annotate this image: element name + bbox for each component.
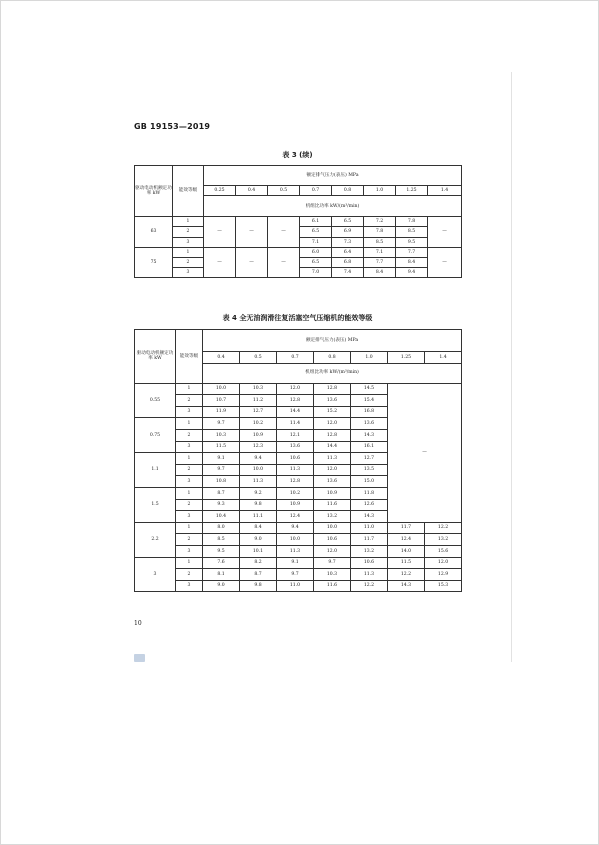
- value-cell: 10.0: [203, 383, 240, 395]
- value-cell: 12.2: [388, 569, 425, 581]
- pressure-value: 0.4: [236, 186, 268, 196]
- value-cell: 7.8: [396, 217, 428, 227]
- value-cell: 6.5: [300, 227, 332, 237]
- motor-power-cell: 75: [135, 247, 173, 278]
- grade-cell: 3: [176, 511, 203, 523]
- value-cell: 11.5: [203, 441, 240, 453]
- value-cell: 7.2: [364, 217, 396, 227]
- grade-cell: 2: [176, 464, 203, 476]
- value-cell: 6.4: [332, 247, 364, 257]
- value-cell: 7.3: [332, 237, 364, 247]
- value-cell: 9.5: [396, 237, 428, 247]
- pressure-value: 1.4: [425, 352, 462, 364]
- value-cell: 11.3: [240, 476, 277, 488]
- value-cell: 7.7: [364, 257, 396, 267]
- table-row: [135, 383, 462, 395]
- document-code: GB 19153—2019: [134, 122, 211, 131]
- value-cell: 10.6: [351, 557, 388, 569]
- value-cell: 12.9: [425, 569, 462, 581]
- value-cell: 10.4: [203, 511, 240, 523]
- dash-cell: —: [204, 217, 236, 248]
- value-cell: 11.3: [277, 545, 314, 557]
- value-cell: 12.1: [277, 429, 314, 441]
- value-cell: 13.6: [314, 395, 351, 407]
- grade-cell: 2: [176, 429, 203, 441]
- dash-cell: —: [236, 247, 268, 278]
- pressure-value: 1.25: [388, 352, 425, 364]
- pressure-value: 0.4: [203, 352, 240, 364]
- value-cell: 13.6: [277, 441, 314, 453]
- value-cell: 12.8: [314, 383, 351, 395]
- motor-power-cell: 1.5: [135, 487, 176, 522]
- value-cell: 11.0: [277, 580, 314, 592]
- header-pressure: 额定排气压力(表压) MPa: [204, 166, 462, 186]
- table-row: [135, 545, 462, 557]
- pressure-value: 1.4: [428, 186, 462, 196]
- value-cell: 10.2: [240, 418, 277, 430]
- value-cell: 11.6: [314, 499, 351, 511]
- value-cell: 12.4: [388, 534, 425, 546]
- value-cell: 11.8: [351, 487, 388, 499]
- table-row: [135, 534, 462, 546]
- motor-power-cell: 2.2: [135, 522, 176, 557]
- value-cell: 10.6: [277, 453, 314, 465]
- value-cell: 13.2: [314, 511, 351, 523]
- value-cell: 9.4: [277, 522, 314, 534]
- value-cell: 9.5: [203, 545, 240, 557]
- value-cell: 12.0: [314, 418, 351, 430]
- value-cell: 12.4: [277, 511, 314, 523]
- value-cell: 14.4: [277, 406, 314, 418]
- value-cell: 8.5: [364, 237, 396, 247]
- value-cell: 14.4: [314, 441, 351, 453]
- value-cell: 10.9: [314, 487, 351, 499]
- value-cell: 9.8: [240, 580, 277, 592]
- motor-power-cell: 1.1: [135, 453, 176, 488]
- value-cell: 7.7: [396, 247, 428, 257]
- value-cell: 15.4: [351, 395, 388, 407]
- value-cell: 14.3: [351, 429, 388, 441]
- motor-power-cell: 0.55: [135, 383, 176, 418]
- value-cell: 8.4: [240, 522, 277, 534]
- motor-power-cell: 3: [135, 557, 176, 592]
- value-cell: 14.5: [351, 383, 388, 395]
- value-cell: 12.2: [425, 522, 462, 534]
- value-cell: 12.8: [277, 395, 314, 407]
- grade-cell: 3: [176, 580, 203, 592]
- value-cell: 12.0: [314, 545, 351, 557]
- value-cell: 14.3: [388, 580, 425, 592]
- table4-caption: 表 4 全无油润滑往复活塞空气压缩机的能效等级: [222, 314, 373, 322]
- value-cell: 11.4: [277, 418, 314, 430]
- pressure-value: 1.25: [396, 186, 428, 196]
- header-efficiency-grade: 能效等级: [173, 166, 204, 217]
- value-cell: 16.1: [351, 441, 388, 453]
- grade-cell: 2: [173, 227, 204, 237]
- table-row: [135, 522, 462, 534]
- header-specific-power: 机组比功率 kW/(m³/min): [204, 196, 462, 217]
- value-cell: 7.0: [300, 268, 332, 278]
- value-cell: 12.8: [277, 476, 314, 488]
- dash-cell: —: [428, 217, 462, 248]
- value-cell: 12.6: [351, 499, 388, 511]
- pressure-value: 0.5: [268, 186, 300, 196]
- dash-cell: —: [428, 247, 462, 278]
- value-cell: 8.2: [240, 557, 277, 569]
- value-cell: 8.4: [396, 257, 428, 267]
- value-cell: 11.9: [203, 406, 240, 418]
- value-cell: 15.3: [425, 580, 462, 592]
- dash-cell: —: [268, 217, 300, 248]
- value-cell: 13.5: [351, 464, 388, 476]
- grade-cell: 1: [176, 418, 203, 430]
- value-cell: 10.7: [203, 395, 240, 407]
- table3: [134, 165, 462, 278]
- value-cell: 6.5: [300, 257, 332, 267]
- table-row: [135, 569, 462, 581]
- value-cell: 12.3: [240, 441, 277, 453]
- value-cell: 12.8: [314, 429, 351, 441]
- value-cell: 15.2: [314, 406, 351, 418]
- value-cell: 10.3: [240, 383, 277, 395]
- value-cell: 11.3: [277, 464, 314, 476]
- value-cell: 6.0: [300, 247, 332, 257]
- grade-cell: 1: [176, 557, 203, 569]
- grade-cell: 1: [176, 453, 203, 465]
- value-cell: 9.1: [203, 453, 240, 465]
- value-cell: 11.5: [388, 557, 425, 569]
- value-cell: 10.1: [240, 545, 277, 557]
- value-cell: 13.2: [351, 545, 388, 557]
- pressure-value: 1.0: [351, 352, 388, 364]
- value-cell: 7.8: [364, 227, 396, 237]
- value-cell: 11.1: [240, 511, 277, 523]
- value-cell: 11.0: [351, 522, 388, 534]
- grade-cell: 2: [176, 569, 203, 581]
- grade-cell: 3: [176, 406, 203, 418]
- value-cell: 14.0: [388, 545, 425, 557]
- pressure-value: 0.7: [277, 352, 314, 364]
- grade-cell: 3: [176, 441, 203, 453]
- table-row: [135, 217, 462, 227]
- value-cell: 9.7: [277, 569, 314, 581]
- value-cell: 11.3: [314, 453, 351, 465]
- value-cell: 10.6: [314, 534, 351, 546]
- dash-cell: —: [268, 247, 300, 278]
- motor-power-cell: 63: [135, 217, 173, 248]
- value-cell: 6.9: [332, 227, 364, 237]
- grade-cell: 3: [173, 237, 204, 247]
- value-cell: 11.6: [314, 580, 351, 592]
- value-cell: 12.0: [314, 464, 351, 476]
- value-cell: 6.8: [332, 257, 364, 267]
- value-cell: 7.4: [332, 268, 364, 278]
- grade-cell: 3: [176, 476, 203, 488]
- value-cell: 9.0: [203, 580, 240, 592]
- value-cell: 10.9: [240, 429, 277, 441]
- value-cell: 15.6: [425, 545, 462, 557]
- value-cell: 13.6: [314, 476, 351, 488]
- grade-cell: 1: [176, 487, 203, 499]
- value-cell: 8.5: [396, 227, 428, 237]
- value-cell: 8.4: [364, 268, 396, 278]
- value-cell: 9.4: [240, 453, 277, 465]
- table-row: [135, 247, 462, 257]
- value-cell: 9.7: [203, 464, 240, 476]
- value-cell: 9.7: [314, 557, 351, 569]
- pressure-value: 0.7: [300, 186, 332, 196]
- value-cell: 10.9: [277, 499, 314, 511]
- table-row: [135, 580, 462, 592]
- table-row: [135, 557, 462, 569]
- value-cell: 7.6: [203, 557, 240, 569]
- page-number: 10: [134, 620, 142, 627]
- value-cell: 10.0: [314, 522, 351, 534]
- value-cell: 12.2: [351, 580, 388, 592]
- grade-cell: 1: [176, 383, 203, 395]
- grade-cell: 2: [176, 499, 203, 511]
- value-cell: 11.2: [240, 395, 277, 407]
- value-cell: 10.0: [277, 534, 314, 546]
- value-cell: 13.2: [425, 534, 462, 546]
- pressure-value: 0.5: [240, 352, 277, 364]
- pressure-value: 1.0: [364, 186, 396, 196]
- grade-cell: 1: [173, 217, 204, 227]
- value-cell: 16.8: [351, 406, 388, 418]
- value-cell: 11.7: [388, 522, 425, 534]
- grade-cell: 1: [173, 247, 204, 257]
- value-cell: 9.0: [240, 534, 277, 546]
- pressure-value: 0.8: [314, 352, 351, 364]
- pressure-value: 0.8: [332, 186, 364, 196]
- dash-cell: —: [388, 383, 462, 522]
- header-efficiency-grade: 能效等级: [176, 330, 203, 384]
- grade-cell: 2: [173, 257, 204, 267]
- grade-cell: 1: [176, 522, 203, 534]
- value-cell: 11.7: [351, 534, 388, 546]
- value-cell: 12.7: [351, 453, 388, 465]
- scan-edge-line: [511, 72, 512, 662]
- value-cell: 8.0: [203, 522, 240, 534]
- value-cell: 15.0: [351, 476, 388, 488]
- value-cell: 9.2: [240, 487, 277, 499]
- value-cell: 12.0: [277, 383, 314, 395]
- value-cell: 9.3: [203, 499, 240, 511]
- value-cell: 9.1: [277, 557, 314, 569]
- value-cell: 7.1: [300, 237, 332, 247]
- dash-cell: —: [236, 217, 268, 248]
- value-cell: 10.8: [203, 476, 240, 488]
- grade-cell: 3: [176, 545, 203, 557]
- value-cell: 10.3: [314, 569, 351, 581]
- header-specific-power: 机组比功率 kW/(m³/min): [203, 363, 462, 383]
- value-cell: 10.2: [277, 487, 314, 499]
- table3-caption: 表 3 (续): [282, 151, 313, 159]
- table4: [134, 329, 462, 592]
- grade-cell: 2: [176, 534, 203, 546]
- grade-cell: 2: [176, 395, 203, 407]
- scan-stamp-mark: [134, 654, 145, 662]
- value-cell: 14.3: [351, 511, 388, 523]
- value-cell: 12.0: [425, 557, 462, 569]
- value-cell: 13.6: [351, 418, 388, 430]
- header-motor-power: 驱动电动机额定功率 kW: [135, 330, 176, 384]
- dash-cell: —: [204, 247, 236, 278]
- value-cell: 9.4: [396, 268, 428, 278]
- value-cell: 10.3: [203, 429, 240, 441]
- value-cell: 8.7: [240, 569, 277, 581]
- value-cell: 11.3: [351, 569, 388, 581]
- grade-cell: 3: [173, 268, 204, 278]
- header-pressure: 额定排气压力(表压) MPa: [203, 330, 462, 352]
- value-cell: 10.0: [240, 464, 277, 476]
- value-cell: 6.5: [332, 217, 364, 227]
- value-cell: 8.7: [203, 487, 240, 499]
- value-cell: 8.5: [203, 534, 240, 546]
- value-cell: 6.1: [300, 217, 332, 227]
- header-motor-power: 驱动电动机额定功率 kW: [135, 166, 173, 217]
- value-cell: 9.8: [240, 499, 277, 511]
- pressure-value: 0.25: [204, 186, 236, 196]
- value-cell: 12.7: [240, 406, 277, 418]
- value-cell: 7.1: [364, 247, 396, 257]
- motor-power-cell: 0.75: [135, 418, 176, 453]
- value-cell: 9.7: [203, 418, 240, 430]
- value-cell: 8.1: [203, 569, 240, 581]
